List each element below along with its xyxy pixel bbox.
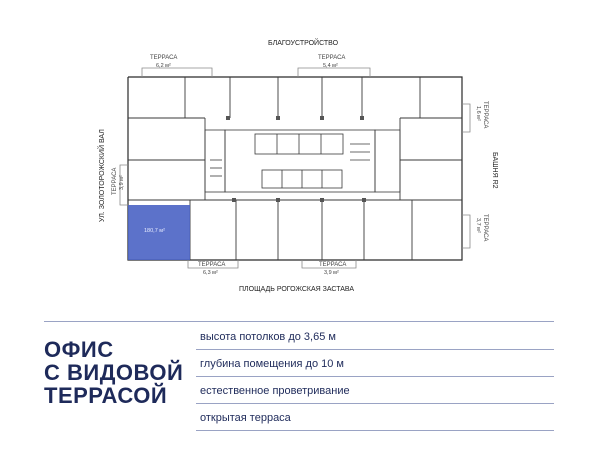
- office-area-label: 180,7 м²: [144, 228, 165, 234]
- feature-row: [196, 381, 554, 404]
- offer-title-line: ТЕРРАСОЙ: [44, 383, 168, 408]
- terrace-label: ТЕРРАСА: [319, 262, 347, 268]
- terrace-label: ТЕРРАСА: [112, 167, 118, 195]
- terrace-area: 3,7 м²: [475, 218, 481, 233]
- feature-text: естественное проветривание: [200, 385, 350, 397]
- terrace-label: ТЕРРАСА: [198, 262, 226, 268]
- terrace-label: ТЕРРАСА: [482, 214, 488, 242]
- terrace-area: 3,9 м²: [119, 175, 125, 190]
- terrace-area: 3,9 м²: [324, 270, 339, 276]
- bottom-street-label: ПЛОЩАДЬ РОГОЖСКАЯ ЗАСТАВА: [239, 286, 355, 293]
- top-street-label: БЛАГОУСТРОЙСТВО: [268, 40, 339, 47]
- columns: [226, 116, 366, 202]
- offer-title-line: ОФИС: [44, 337, 114, 362]
- section-divider: [44, 321, 554, 322]
- left-street-label: УЛ. ЗОЛОТОРОЖСКИЙ ВАЛ: [99, 129, 106, 222]
- terrace-label: ТЕРРАСА: [150, 55, 178, 61]
- terrace-area: 6,2 м²: [156, 63, 171, 69]
- feature-row: [196, 327, 554, 350]
- terrace-area: 1,6 м²: [475, 106, 481, 121]
- terrace-area: 5,4 м²: [323, 63, 338, 69]
- feature-text: высота потолков до 3,65 м: [200, 331, 336, 343]
- terrace-area: 6,3 м²: [203, 270, 218, 276]
- feature-text: открытая терраса: [200, 412, 291, 424]
- terrace-label: ТЕРРАСА: [318, 55, 346, 61]
- building-core: [205, 130, 400, 192]
- offer-title: [44, 338, 183, 407]
- right-building-label: БАШНЯ R2: [491, 152, 498, 189]
- feature-row: [196, 408, 554, 431]
- feature-text: глубина помещения до 10 м: [200, 358, 344, 370]
- terrace-label: ТЕРРАСА: [482, 101, 488, 129]
- offer-title-line: С ВИДОВОЙ: [44, 360, 184, 385]
- feature-row: [196, 354, 554, 377]
